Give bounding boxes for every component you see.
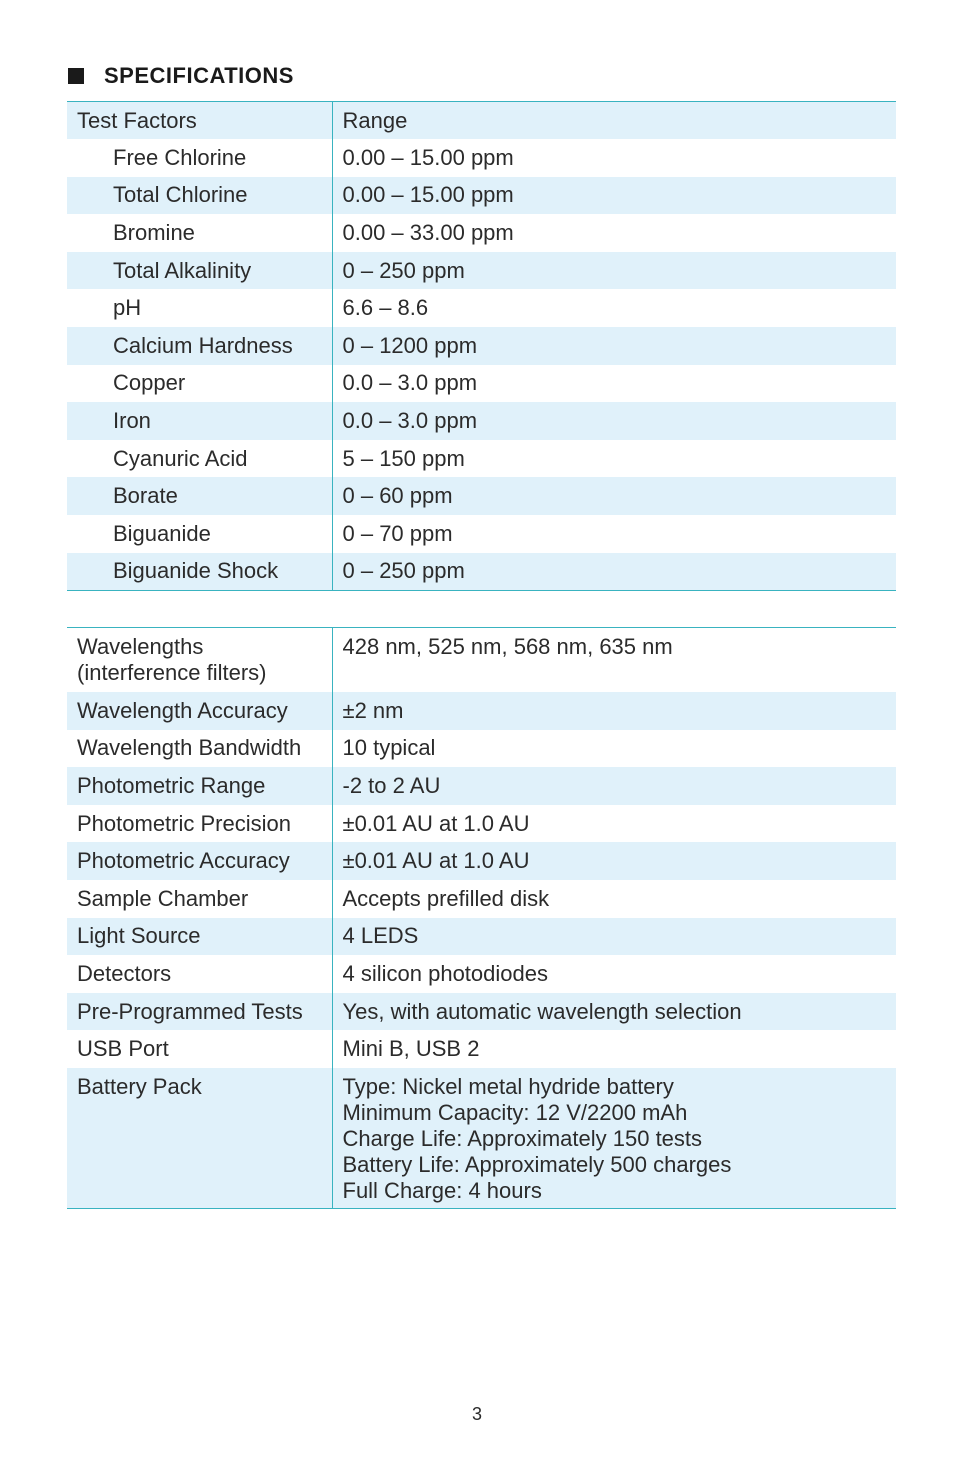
spec-label: Detectors — [67, 955, 332, 993]
test-factor-name: Total Chlorine — [67, 177, 332, 215]
spec-label: Photometric Precision — [67, 805, 332, 843]
table-row — [67, 440, 896, 478]
table-row — [67, 767, 896, 805]
test-factors-table — [67, 101, 896, 591]
instrument-specs-table — [67, 627, 896, 1209]
spec-label: Battery Pack — [67, 1068, 332, 1209]
table-row — [67, 477, 896, 515]
test-factor-name: Copper — [67, 365, 332, 403]
spec-label — [67, 628, 332, 693]
spec-value: Accepts prefilled disk — [342, 885, 550, 911]
spec-value — [332, 1068, 896, 1209]
table-row — [67, 1030, 896, 1068]
table-row — [67, 730, 896, 768]
spec-value: 4 silicon photodiodes — [342, 960, 548, 986]
spec-label: Light Source — [67, 918, 332, 956]
table-row — [67, 1068, 896, 1209]
battery-spec-line: Type: Nickel metal hydride battery — [342, 1073, 674, 1099]
spec-label: Wavelength Accuracy — [67, 692, 332, 730]
table-row — [67, 214, 896, 252]
section-title: SPECIFICATIONS — [104, 63, 294, 88]
test-factor-range: 0 – 60 ppm — [332, 477, 896, 515]
table-row — [67, 177, 896, 215]
test-factor-range: 0.00 – 15.00 ppm — [342, 144, 514, 170]
table-row — [67, 842, 896, 880]
spec-value: 428 nm, 525 nm, 568 nm, 635 nm — [342, 634, 673, 659]
test-factor-range: 0 – 250 ppm — [332, 553, 896, 591]
section-heading — [68, 62, 294, 90]
table-row — [67, 880, 896, 918]
test-factor-name: Calcium Hardness — [67, 327, 332, 365]
table-row — [67, 805, 896, 843]
battery-spec-line: Battery Life: Approximately 500 charges — [342, 1151, 732, 1177]
spec-value: -2 to 2 AU — [332, 767, 896, 805]
table-row — [67, 327, 896, 365]
spec-label: Photometric Range — [67, 767, 332, 805]
battery-spec-line: Charge Life: Approximately 150 tests — [342, 1125, 703, 1151]
spec-value: 10 typical — [342, 735, 436, 761]
test-factor-name: Iron — [67, 402, 332, 440]
test-factor-range: 5 – 150 ppm — [342, 445, 465, 471]
test-factor-range: 0 – 70 ppm — [342, 520, 453, 546]
spec-label-line: Wavelengths — [77, 634, 204, 659]
table-row — [67, 252, 896, 290]
spec-label: Sample Chamber — [67, 880, 332, 918]
table-row — [67, 402, 896, 440]
spec-value: ±0.01 AU at 1.0 AU — [332, 842, 896, 880]
table-row — [67, 553, 896, 591]
table-row — [67, 365, 896, 403]
bullet-square-icon — [68, 68, 84, 84]
column-header-test-factors: Test Factors — [67, 102, 332, 140]
test-factor-name: Biguanide Shock — [67, 553, 332, 591]
spec-value: ±0.01 AU at 1.0 AU — [342, 810, 530, 836]
test-factor-name: pH — [67, 289, 332, 327]
test-factor-name: Cyanuric Acid — [67, 440, 332, 478]
table-row — [67, 515, 896, 553]
table-row — [67, 692, 896, 730]
test-factor-name: Total Alkalinity — [67, 252, 332, 290]
spec-label: Photometric Accuracy — [67, 842, 332, 880]
table-header-row — [67, 102, 896, 140]
test-factor-range: 0.0 – 3.0 ppm — [332, 402, 896, 440]
test-factor-range: 0.00 – 15.00 ppm — [332, 177, 896, 215]
table-row — [67, 139, 896, 177]
spec-value: 4 LEDS — [332, 918, 896, 956]
test-factor-name: Borate — [67, 477, 332, 515]
test-factor-range: 6.6 – 8.6 — [342, 295, 429, 321]
test-factor-name: Biguanide — [67, 515, 332, 553]
spec-label: Pre-Programmed Tests — [67, 993, 332, 1031]
table-row — [67, 993, 896, 1031]
table-row — [67, 628, 896, 693]
test-factor-name: Bromine — [67, 214, 332, 252]
spec-value: ±2 nm — [332, 692, 896, 730]
battery-spec-line: Full Charge: 4 hours — [342, 1177, 542, 1203]
table-row — [67, 918, 896, 956]
spec-value: Yes, with automatic wavelength selection — [332, 993, 896, 1031]
spec-label: USB Port — [67, 1030, 332, 1068]
test-factor-range: 0 – 250 ppm — [332, 252, 896, 290]
test-factor-name: Free Chlorine — [67, 139, 332, 177]
table-row — [67, 289, 896, 327]
test-factor-range: 0.00 – 33.00 ppm — [342, 220, 514, 246]
spec-label-line: (interference filters) — [77, 660, 267, 685]
spec-label: Wavelength Bandwidth — [67, 730, 332, 768]
battery-spec-line: Minimum Capacity: 12 V/2200 mAh — [342, 1099, 688, 1125]
test-factor-range: 0.0 – 3.0 ppm — [342, 370, 478, 396]
spec-value: Mini B, USB 2 — [342, 1036, 480, 1062]
page-number: 3 — [471, 1404, 482, 1424]
column-header-range: Range — [332, 102, 896, 140]
test-factor-range: 0 – 1200 ppm — [332, 327, 896, 365]
table-row — [67, 955, 896, 993]
